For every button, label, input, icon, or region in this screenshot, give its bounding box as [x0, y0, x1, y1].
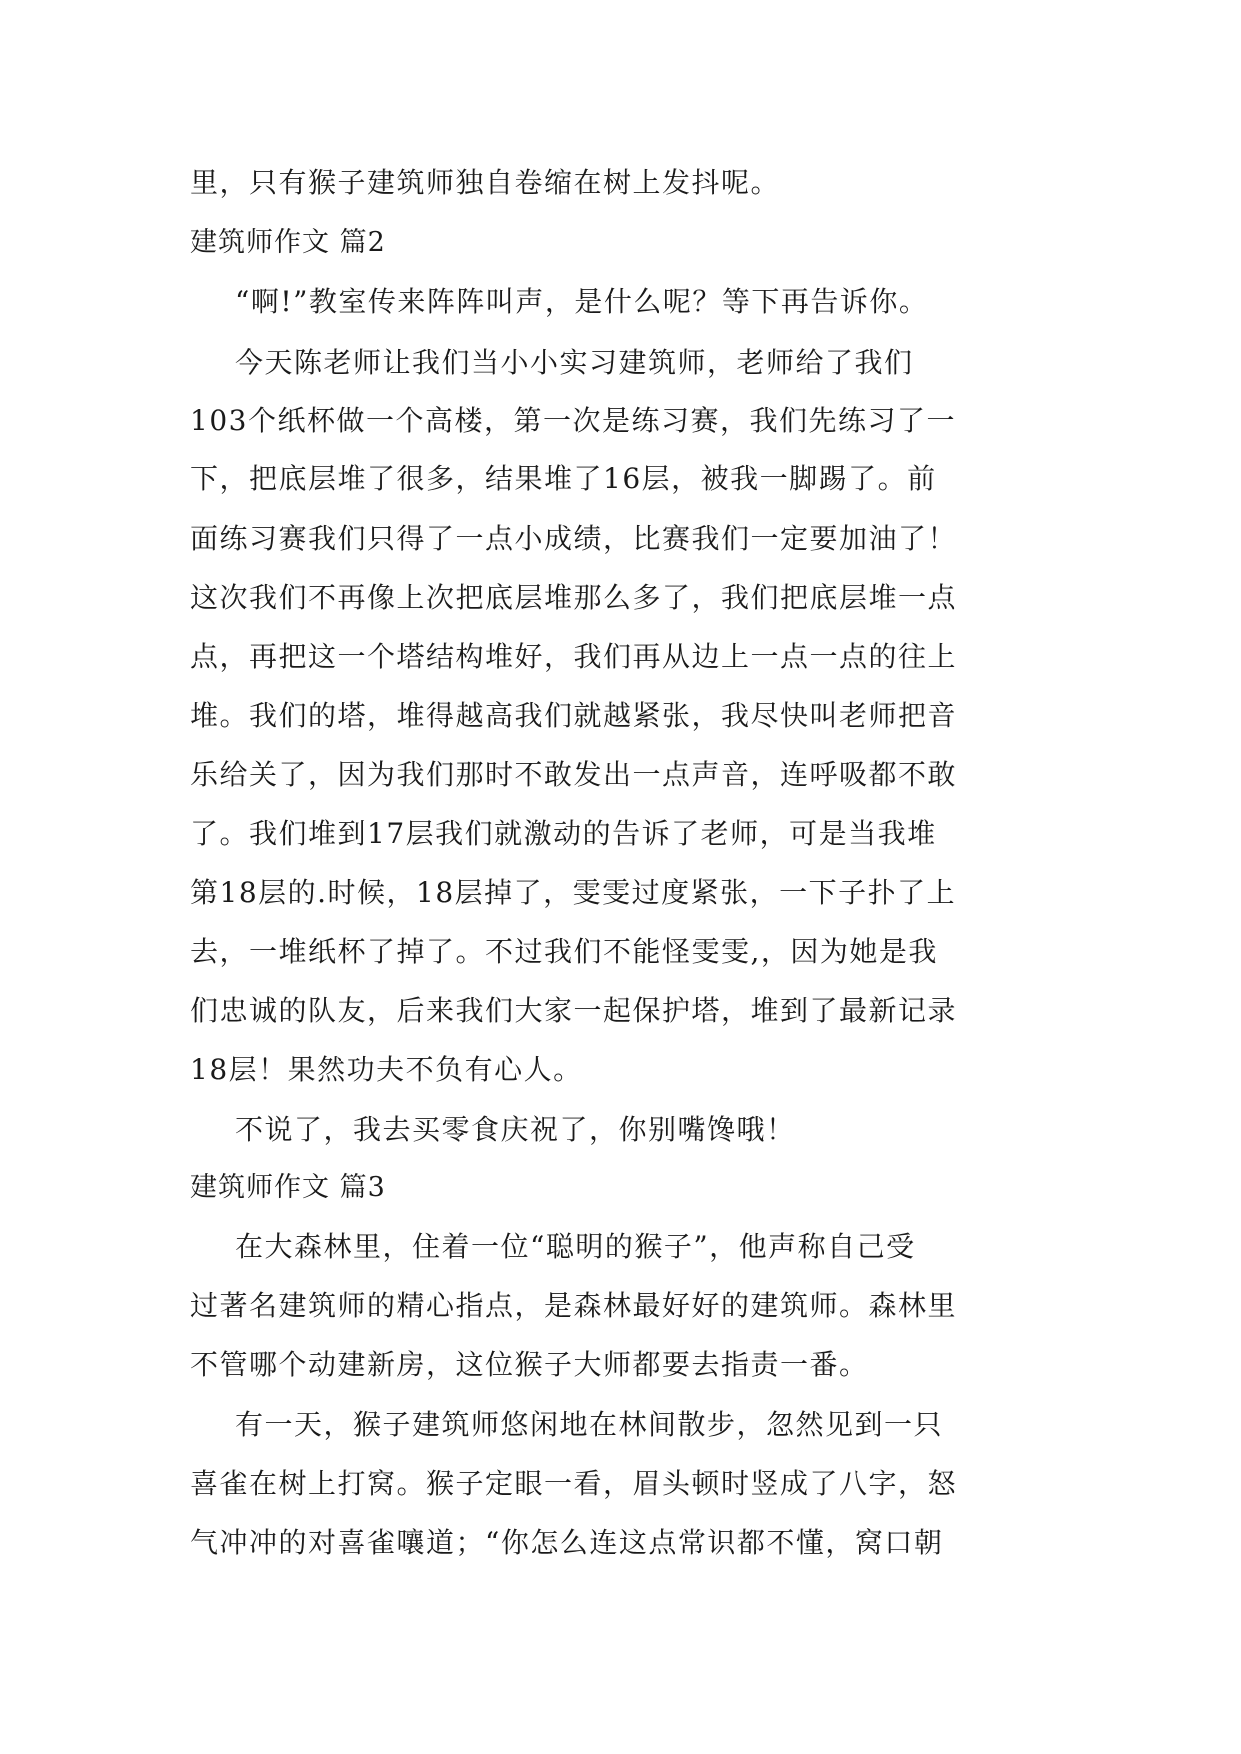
text-line: 乐给关了，因为我们那时不敢发出一点声音，连呼吸都不敢: [190, 758, 958, 791]
text-line: 有一天，猴子建筑师悠闲地在林间散步，忽然见到一只: [235, 1408, 944, 1441]
text-line: 在大森林里，住着一位“聪明的猴子”，他声称自己受: [235, 1230, 916, 1263]
text-line: 今天陈老师让我们当小小实习建筑师，老师给了我们: [235, 346, 914, 379]
text-line: 过著名建筑师的精心指点，是森林最好好的建筑师。森林里: [190, 1289, 958, 1322]
text-line: 这次我们不再像上次把底层堆那么多了，我们把底层堆一点: [190, 581, 958, 614]
text-line: 第18层的.时候，18层掉了，雯雯过度紧张，一下子扑了上: [190, 876, 957, 909]
text-line: 18层！果然功夫不负有心人。: [190, 1053, 583, 1086]
text-line: 下，把底层堆了很多，结果堆了16层，被我一脚踢了。前: [190, 462, 937, 495]
section-heading: 建筑师作文 篇2: [190, 227, 386, 258]
text-line: 不管哪个动建新房，这位猴子大师都要去指责一番。: [190, 1348, 869, 1381]
text-line: 们忠诚的队友，后来我们大家一起保护塔，堆到了最新记录: [190, 994, 958, 1027]
text-line: 堆。我们的塔，堆得越高我们就越紧张，我尽快叫老师把音: [190, 699, 958, 732]
text-line: 103个纸杯做一个高楼，第一次是练习赛，我们先练习了一: [190, 404, 956, 437]
text-line: 了。我们堆到17层我们就激动的告诉了老师，可是当我堆: [190, 817, 937, 850]
section-heading: 建筑师作文 篇3: [190, 1172, 386, 1203]
text-line: 去，一堆纸杯了掉了。不过我们不能怪雯雯,，因为她是我: [190, 935, 938, 968]
text-line: 点，再把这一个塔结构堆好，我们再从边上一点一点的往上: [190, 640, 958, 673]
text-line: 里，只有猴子建筑师独自卷缩在树上发抖呢。: [190, 166, 781, 199]
text-line: “啊!”教室传来阵阵叫声，是什么呢？等下再告诉你。: [235, 285, 929, 318]
text-line: 喜雀在树上打窝。猴子定眼一看，眉头顿时竖成了八字，怒: [190, 1467, 958, 1500]
text-line: 气冲冲的对喜雀嚷道；“你怎么连这点常识都不懂，窝口朝: [190, 1526, 944, 1559]
text-line: 面练习赛我们只得了一点小成绩，比赛我们一定要加油了！: [190, 522, 958, 555]
text-line: 不说了，我去买零食庆祝了，你别嘴馋哦！: [235, 1113, 796, 1146]
